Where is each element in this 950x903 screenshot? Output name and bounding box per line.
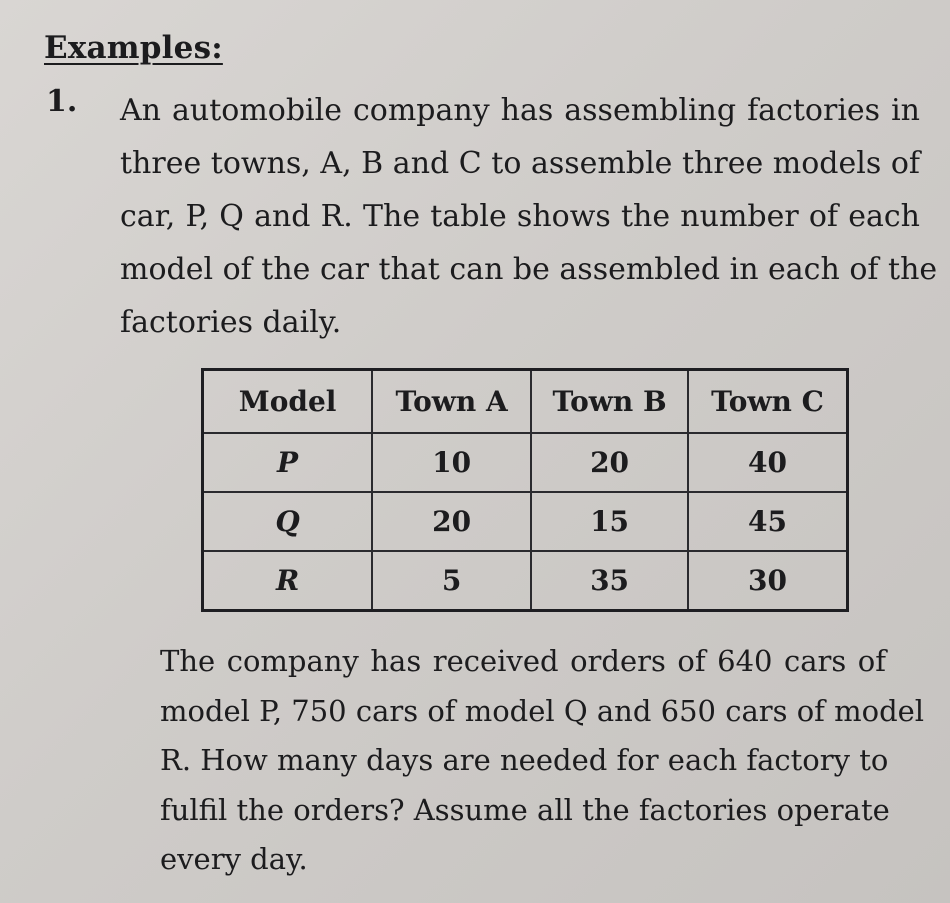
table-header-row <box>203 370 848 434</box>
value-cell: 30 <box>688 551 847 611</box>
followup-line: model P, 750 cars of model Q and 650 cars of model <box>160 693 925 728</box>
value-cell: 45 <box>688 492 847 551</box>
followup-line: R. How many days are needed for each factory to <box>160 743 889 777</box>
followup-line: The company has received orders of 640 cars of <box>160 644 886 678</box>
value-cell: 15 <box>531 492 688 551</box>
model-cell: Q <box>203 492 373 551</box>
value-cell: 40 <box>688 433 847 492</box>
intro-line: car, P, Q and R. The table shows the number of each <box>120 199 920 234</box>
section-heading: Examples: <box>44 30 223 66</box>
value-cell: 20 <box>531 433 688 492</box>
value-cell: 20 <box>372 492 531 551</box>
header-model: Model <box>203 370 373 434</box>
table-row <box>203 433 848 492</box>
question-followup <box>160 637 925 885</box>
intro-line: An automobile company has assembling factories in <box>120 93 920 128</box>
intro-line: model of the car that can be assembled in each of the <box>120 252 938 287</box>
intro-line: factories daily. <box>120 305 342 340</box>
model-cell: P <box>203 433 373 492</box>
followup-line: every day. <box>160 842 308 876</box>
value-cell: 10 <box>372 433 531 492</box>
model-cell: R <box>203 551 373 611</box>
followup-line: fulfil the orders? Assume all the factories operate <box>160 792 890 827</box>
value-cell: 35 <box>531 551 688 611</box>
value-cell: 5 <box>372 551 531 611</box>
header-town-a: Town A <box>372 370 531 434</box>
question-number: 1. <box>46 84 78 119</box>
production-table <box>201 368 849 612</box>
table-row <box>203 492 848 551</box>
table-row <box>203 551 848 611</box>
question-intro <box>120 84 938 349</box>
header-town-b: Town B <box>531 370 688 434</box>
intro-line: three towns, A, B and C to assemble three models of <box>120 146 920 181</box>
header-town-c: Town C <box>688 370 847 434</box>
